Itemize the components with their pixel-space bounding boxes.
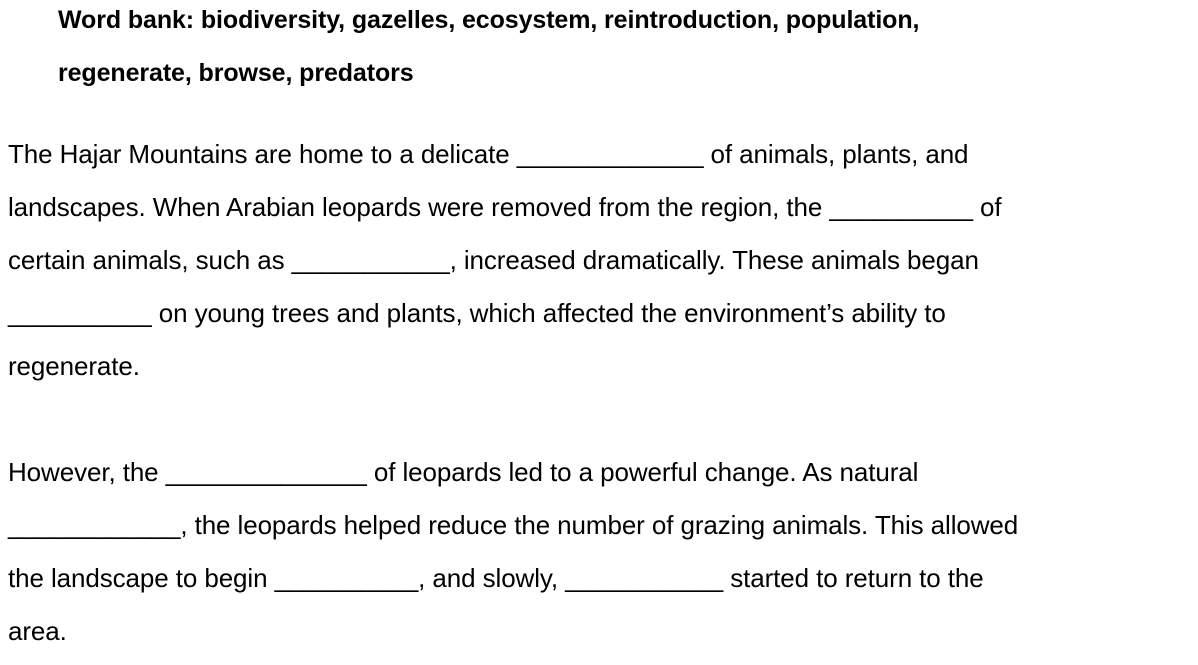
paragraph-2-line-4: area. (8, 616, 67, 646)
word-bank-line-1: Word bank: biodiversity, gazelles, ecosystem, reintroduction, population, (58, 6, 920, 34)
paragraph-1-line-2: landscapes. When Arabian leopards were removed from the region, the __________ of (8, 192, 1002, 222)
paragraph-2-line-3: the landscape to begin __________, and slowly, ___________ started to return to the (8, 563, 984, 593)
paragraph-1-line-1: The Hajar Mountains are home to a delicate _____________ of animals, plants, and (8, 139, 969, 169)
word-bank-line-2: regenerate, browse, predators (58, 59, 414, 87)
paragraph-1-line-3: certain animals, such as ___________, increased dramatically. These animals began (8, 245, 979, 275)
paragraph-1-line-4: __________ on young trees and plants, which affected the environment’s ability to (8, 298, 946, 328)
paragraph-2-line-2: ____________, the leopards helped reduce the number of grazing animals. This allowed (8, 510, 1019, 540)
paragraph-1-line-5: regenerate. (8, 351, 140, 381)
paragraph-2-line-1: However, the ______________ of leopards led to a powerful change. As natural (8, 457, 919, 487)
